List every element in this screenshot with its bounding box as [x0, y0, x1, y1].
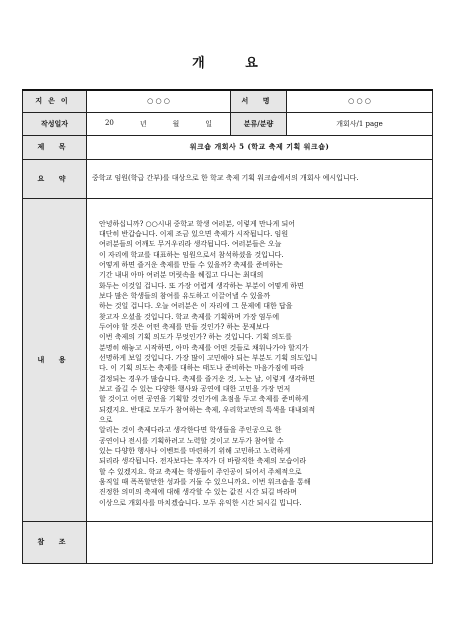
content-line: 이 자리에 학교를 대표하는 임원으로서 참석하셨을 것입니다.: [99, 250, 284, 259]
document-title: 개 요: [192, 56, 276, 71]
overview-form-table: [22, 89, 433, 564]
date-row: [23, 112, 433, 135]
content-line: 대단히 반갑습니다. 이제 조금 있으면 축제가 시작됩니다. 임원: [99, 229, 289, 238]
summary-field[interactable]: 중학교 임원(학급 간부)를 대상으로 한 학교 축제 기획 워크숍에서의 개회사 예시입니다.: [87, 159, 433, 198]
category-field[interactable]: 개회사/1 page: [287, 112, 433, 135]
subject-label: 제 목: [23, 135, 87, 159]
content-line: 공연이나 전시를 기획하려고 노력할 것이고 모두가 참여할 수: [99, 436, 284, 445]
content-line: 되겠지요. 반대로 모두가 참여하는 축제, 우리학교만의 특색을 대내외적: [99, 405, 316, 414]
content-line: 찾고자 오셨을 것입니다. 학교 축제를 기획하며 가장 염두에: [99, 312, 280, 321]
summary-label: 요 약: [23, 159, 87, 198]
content-line: 두어야 할 것은 어떤 축제를 만들 것인가? 하는 문제보다: [99, 322, 270, 331]
school-field[interactable]: ○ ○ ○: [287, 90, 433, 112]
content-line: 진정한 의미의 축제에 대해 생각할 수 있는 값진 시간 되길 바라며: [99, 488, 298, 497]
reference-field[interactable]: [87, 521, 433, 563]
content-row: [23, 198, 433, 521]
author-row: [23, 90, 433, 112]
date-label: 작성일자: [23, 112, 87, 135]
author-field[interactable]: ○ ○ ○: [87, 90, 231, 112]
content-label: 내 용: [23, 198, 87, 521]
content-field[interactable]: [87, 198, 433, 521]
author-label: 지은이: [23, 90, 87, 112]
content-line: 선명하게 보일 것입니다. 가장 많이 고민해야 되는 부분도 기획 의도입니: [99, 353, 318, 362]
content-line: 보고 즐길 수 있는 다양한 행사와 공연에 대한 고민을 가장 먼저: [99, 385, 291, 393]
date-year: 20: [104, 118, 114, 127]
content-line: 기간 내내 아마 여러분 머릿속을 헤집고 다니는 최대의: [99, 271, 264, 280]
reference-label: 참 조: [23, 521, 87, 563]
content-line: 으로: [99, 416, 113, 425]
content-line: 할 수 있겠지요. 학교 축제는 학생들이 주인공이 되어서 주체적으로: [99, 467, 302, 476]
date-month-unit: 월: [172, 119, 180, 128]
content-line: 화두는 이것일 겁니다. 또 가장 어렵게 생각하는 부분이 어떻게 하면: [99, 281, 304, 290]
summary-row: [23, 159, 433, 198]
category-label: 분류/분량: [231, 112, 287, 135]
subject-field[interactable]: 워크숍 개회사 5 (학교 축제 기획 워크숍): [87, 135, 433, 159]
content-line: 분명히 해놓고 시작하면, 아마 축제를 어떤 것들로 채워나가야 할지가: [99, 343, 309, 352]
date-field[interactable]: [87, 112, 231, 135]
content-line: 여러분들의 어깨도 무거우리라 생각됩니다. 여러분들은 오늘: [99, 240, 282, 249]
date-year-unit: 년: [139, 119, 147, 128]
school-label: 서 명: [231, 90, 287, 112]
content-line: 되리라 생각됩니다. 전자보다는 후자가 더 바람직한 축제의 모습이라: [99, 457, 307, 466]
content-text: [99, 219, 424, 509]
content-line: 보다 많은 학생들의 참여를 유도하고 이끌어낼 수 있을까: [99, 291, 271, 300]
date-day-unit: 일: [205, 119, 212, 128]
content-line: 다. 이 기획 의도는 축제를 대하는 태도나 준비하는 마음가짐에 따라: [99, 364, 304, 373]
content-line: 있는 다양한 행사나 이벤트를 마련하기 위해 고민하고 노력하게: [99, 447, 291, 456]
content-line: 이상으로 개회사를 마치겠습니다. 모두 유익한 시간 되시길 빕니다.: [99, 498, 302, 507]
content-line: 안녕하십니까? ○○시내 중학교 학생 여러분, 이렇게 만나게 되어: [99, 219, 296, 228]
content-line: 어떻게 하면 즐거운 축제를 만들 수 있을까? 축제를 준비하는: [99, 260, 283, 269]
content-line: 결정되는 경우가 많습니다. 축제를 즐거운 것, 노는 날, 이렇게 생각하면: [99, 374, 316, 383]
subject-row: [23, 135, 433, 159]
reference-row: [23, 521, 433, 563]
content-line: 하는 것일 겁니다. 오늘 여러분은 이 자리에 그 문제에 대한 답을: [99, 302, 293, 311]
content-line: 할 것이고 어떤 공연을 기획할 것인가에 초점을 두고 축제를 준비하게: [99, 395, 309, 404]
content-line: 움직일 때 폭폭할만한 성과를 거둘 수 있으니까요. 이번 워크숍을 통해: [99, 478, 311, 487]
content-line: 이번 축제의 기획 의도가 무엇인가? 하는 것입니다. 기획 의도를: [99, 333, 292, 342]
content-line: 알리는 것이 축제다라고 생각한다면 학생들을 주인공으로 한: [99, 426, 282, 435]
